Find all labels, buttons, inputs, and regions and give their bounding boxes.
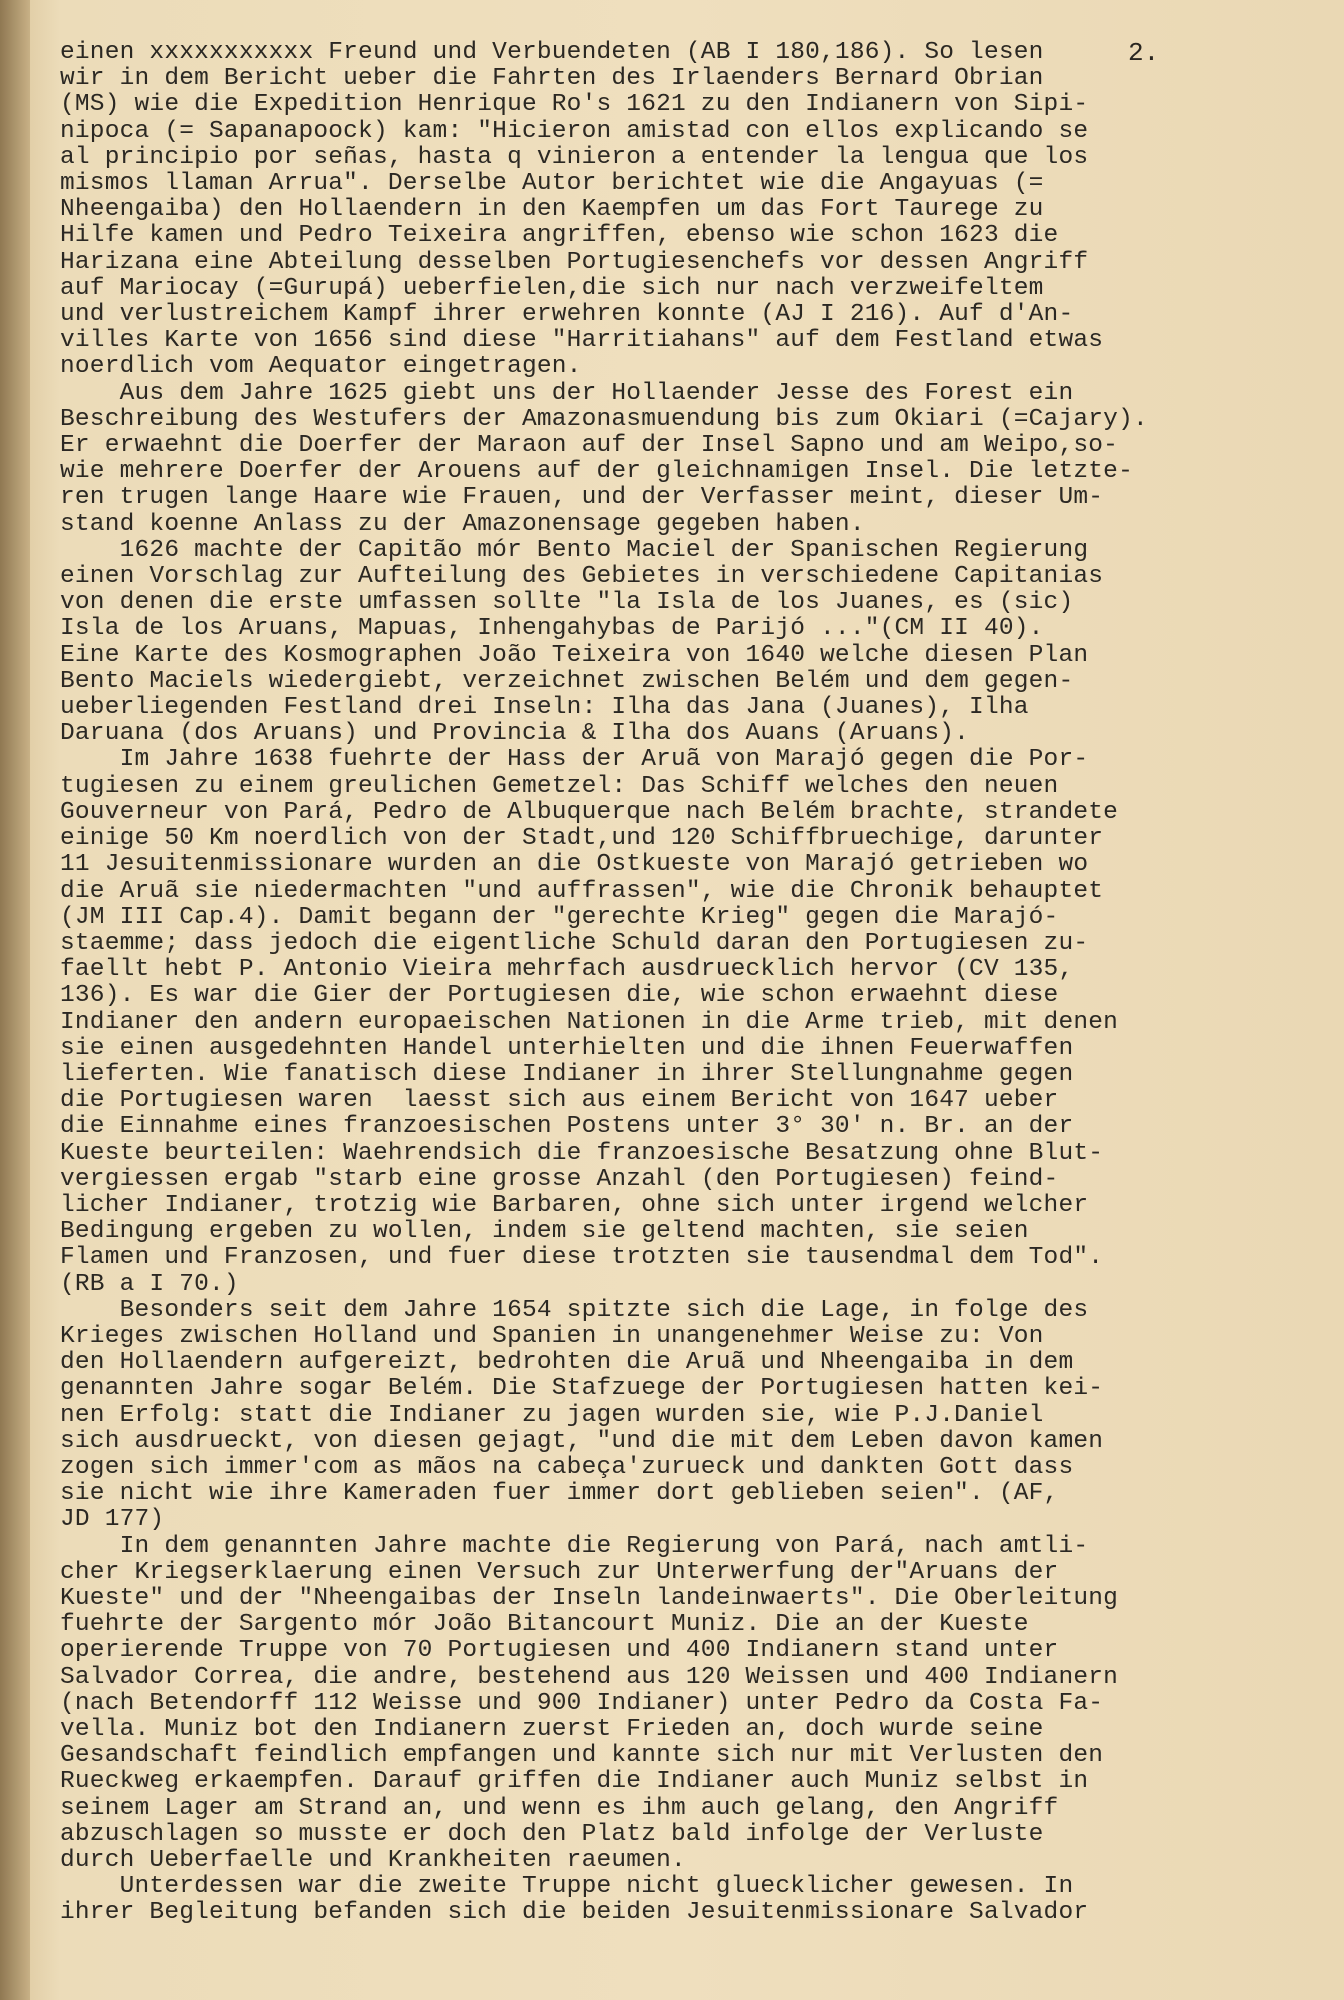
text-line: Nheengaiba) den Hollaendern in den Kaempfen um das Fort Taurege zu: [60, 196, 1044, 224]
text-line: (MS) wie die Expedition Henrique Ro's 1621 zu den Indianern von Sipi-: [60, 91, 1089, 119]
text-line: Salvador Correa, die andre, bestehend aus 120 Weissen und 400 Indianern: [60, 1663, 1119, 1691]
body-text: [60, 40, 1210, 1927]
text-line: Kueste" und der "Nheengaibas der Inseln landeinwaerts". Die Oberleitung: [60, 1584, 1119, 1612]
text-line: abzuschlagen so musste er doch den Platz bald infolge der Verluste: [60, 1820, 1044, 1848]
text-line: Er erwaehnt die Doerfer der Maraon auf der Insel Sapno und am Weipo,so-: [60, 432, 1119, 460]
paragraph: [60, 1534, 1210, 1875]
paragraph: [60, 1874, 1210, 1926]
text-line: Daruana (dos Aruans) und Provincia & Ilha dos Auans (Aruans).: [60, 720, 970, 748]
text-line: Krieges zwischen Holland und Spanien in unangenehmer Weise zu: Von: [60, 1322, 1044, 1350]
text-line: (nach Betendorff 112 Weisse und 900 Indianer) unter Pedro da Costa Fa-: [60, 1689, 1104, 1717]
text-line: nipoca (= Sapanapoock) kam: "Hicieron amistad con ellos explicando se: [60, 117, 1089, 145]
text-line: Beschreibung des Westufers der Amazonasmuendung bis zum Okiari (=Cajary).: [60, 405, 1148, 433]
text-line: 11 Jesuitenmissionare wurden an die Ostkueste von Marajó getrieben wo: [60, 851, 1089, 879]
text-line: Im Jahre 1638 fuehrte der Hass der Aruã von Marajó gegen die Por-: [60, 746, 1089, 774]
text-line: ren trugen lange Haare wie Frauen, und der Verfasser meint, dieser Um-: [60, 484, 1104, 512]
text-line: fuehrte der Sargento mór João Bitancourt Muniz. Die an der Kueste: [60, 1611, 1029, 1639]
text-line: einen xxxxxxxxxxx Freund und Verbuendeten (AB I 180,186). So lesen: [60, 39, 1044, 66]
text-line: zogen sich immer'com as mãos na cabeça'zurueck und dankten Gott dass: [60, 1453, 1074, 1481]
text-line: noerdlich vom Aequator eingetragen.: [60, 353, 582, 381]
text-line: Rueckweg erkaempfen. Darauf griffen die Indianer auch Muniz selbst in: [60, 1768, 1089, 1796]
text-line: vella. Muniz bot den Indianern zuerst Frieden an, doch wurde seine: [60, 1716, 1044, 1743]
text-line: Harizana eine Abteilung desselben Portugiesenchefs vor dessen Angriff: [60, 248, 1089, 276]
text-line: Hilfe kamen und Pedro Teixeira angriffen, ebenso wie schon 1623 die: [60, 222, 1059, 250]
text-line: auf Mariocay (=Gurupá) ueberfielen,die sich nur nach verzweifeltem: [60, 274, 1044, 302]
text-line: sich ausdrueckt, von diesen gejagt, "und die mit dem Leben davon kamen: [60, 1427, 1104, 1455]
text-line: nen Erfolg: statt die Indianer zu jagen wurden sie, wie P.J.Daniel: [60, 1401, 1044, 1429]
text-line: Bento Maciels wiedergiebt, verzeichnet zwischen Belém und dem gegen-: [60, 667, 1074, 695]
text-line: (JM III Cap.4). Damit begann der "gerechte Krieg" gegen die Marajó-: [60, 903, 1059, 931]
text-line: durch Ueberfaelle und Krankheiten raeumen.: [60, 1847, 686, 1875]
text-line: In dem genannten Jahre machte die Regierung von Pará, nach amtli-: [60, 1532, 1089, 1560]
text-line: die Einnahme eines franzoesischen Postens unter 3° 30' n. Br. an der: [60, 1113, 1074, 1141]
text-line: Indianer den andern europaeischen Nationen in die Arme trieb, mit denen: [60, 1008, 1119, 1036]
text-line: tugiesen zu einem greulichen Gemetzel: Das Schiff welches den neuen: [60, 772, 1059, 800]
text-line: die Portugiesen waren laesst sich aus einem Bericht von 1647 ueber: [60, 1087, 1059, 1115]
text-line: wie mehrere Doerfer der Arouens auf der gleichnamigen Insel. Die letzte-: [60, 458, 1133, 486]
paragraph: [60, 381, 1210, 538]
text-line: mismos llaman Arrua". Derselbe Autor berichtet wie die Angayuas (=: [60, 170, 1044, 198]
text-line: operierende Truppe von 70 Portugiesen und 400 Indianern stand unter: [60, 1637, 1059, 1665]
text-line: villes Karte von 1656 sind diese "Harritiahans" auf dem Festland etwas: [60, 327, 1104, 355]
text-line: Bedingung ergeben zu wollen, indem sie geltend machten, sie seien: [60, 1218, 1029, 1246]
text-line: staemme; dass jedoch die eigentliche Schuld daran den Portugiesen zu-: [60, 929, 1089, 957]
text-line: ueberliegenden Festland drei Inseln: Ilha das Jana (Juanes), Ilha: [60, 694, 1029, 722]
text-line: Eine Karte des Kosmographen João Teixeira von 1640 welche diesen Plan: [60, 641, 1089, 669]
text-line: 1626 machte der Capitão mór Bento Maciel der Spanischen Regierung: [60, 536, 1089, 564]
paragraph: [60, 747, 1210, 1297]
text-line: den Hollaendern aufgereizt, bedrohten die Aruã und Nheengaiba in dem: [60, 1349, 1074, 1377]
text-line: Isla de los Aruans, Mapuas, Inhengahybas de Parijó ..."(CM II 40).: [60, 615, 1044, 643]
text-line: Gouverneur von Pará, Pedro de Albuquerque nach Belém brachte, strandete: [60, 798, 1119, 826]
text-line: von denen die erste umfassen sollte "la Isla de los Juanes, es (sic): [60, 589, 1074, 617]
paragraph: [60, 538, 1210, 748]
text-line: Unterdessen war die zweite Truppe nicht gluecklicher gewesen. In: [60, 1873, 1074, 1901]
text-line: Aus dem Jahre 1625 giebt uns der Hollaender Jesse des Forest ein: [60, 379, 1074, 407]
text-line: wir in dem Bericht ueber die Fahrten des Irlaenders Bernard Obrian: [60, 65, 1044, 93]
page-binding-edge: [0, 0, 30, 2000]
text-line: (RB a I 70.): [60, 1270, 239, 1298]
text-line: vergiessen ergab "starb eine grosse Anzahl (den Portugiesen) feind-: [60, 1165, 1059, 1193]
text-line: Kueste beurteilen: Waehrendsich die franzoesische Besatzung ohne Blut-: [60, 1139, 1104, 1167]
text-line: seinem Lager am Strand an, und wenn es ihm auch gelang, den Angriff: [60, 1794, 1059, 1822]
text-line: sie nicht wie ihre Kameraden fuer immer dort geblieben seien". (AF,: [60, 1480, 1059, 1508]
text-line: faellt hebt P. Antonio Vieira mehrfach ausdruecklich hervor (CV 135,: [60, 956, 1074, 984]
text-line: und verlustreichem Kampf ihrer erwehren konnte (AJ I 216). Auf d'An-: [60, 301, 1074, 329]
page-number: 2.: [1128, 38, 1160, 68]
text-line: cher Kriegserklaerung einen Versuch zur Unterwerfung der"Aruans der: [60, 1558, 1059, 1586]
text-line: einige 50 Km noerdlich von der Stadt,und 120 Schiffbruechige, darunter: [60, 825, 1104, 853]
text-line: JD 177): [60, 1506, 165, 1534]
text-line: Besonders seit dem Jahre 1654 spitzte sich die Lage, in folge des: [60, 1296, 1089, 1324]
text-line: ihrer Begleitung befanden sich die beiden Jesuitenmissionare Salvador: [60, 1899, 1089, 1927]
text-line: Gesandschaft feindlich empfangen und kannte sich nur mit Verlusten den: [60, 1742, 1104, 1770]
text-line: genannten Jahre sogar Belém. Die Stafzuege der Portugiesen hatten kei-: [60, 1375, 1104, 1403]
paragraph: [60, 1298, 1210, 1534]
text-line: Flamen und Franzosen, und fuer diese trotzten sie tausendmal dem Tod".: [60, 1244, 1104, 1272]
text-line: 136). Es war die Gier der Portugiesen die, wie schon erwaehnt diese: [60, 982, 1059, 1010]
text-line: stand koenne Anlass zu der Amazonensage gegeben haben.: [60, 510, 865, 538]
text-line: die Aruã sie niedermachten "und auffrassen", wie die Chronik behauptet: [60, 877, 1104, 905]
text-line: licher Indianer, trotzig wie Barbaren, ohne sich unter irgend welcher: [60, 1191, 1089, 1219]
text-line: einen Vorschlag zur Aufteilung des Gebietes in verschiedene Capitanias: [60, 563, 1104, 591]
text-line: al principio por señas, hasta q vinieron a entender la lengua que los: [60, 143, 1089, 171]
text-line: sie einen ausgedehnten Handel unterhielten und die ihnen Feuerwaffen: [60, 1034, 1074, 1062]
text-line: lieferten. Wie fanatisch diese Indianer in ihrer Stellungnahme gegen: [60, 1060, 1074, 1088]
paragraph: [60, 40, 1210, 381]
